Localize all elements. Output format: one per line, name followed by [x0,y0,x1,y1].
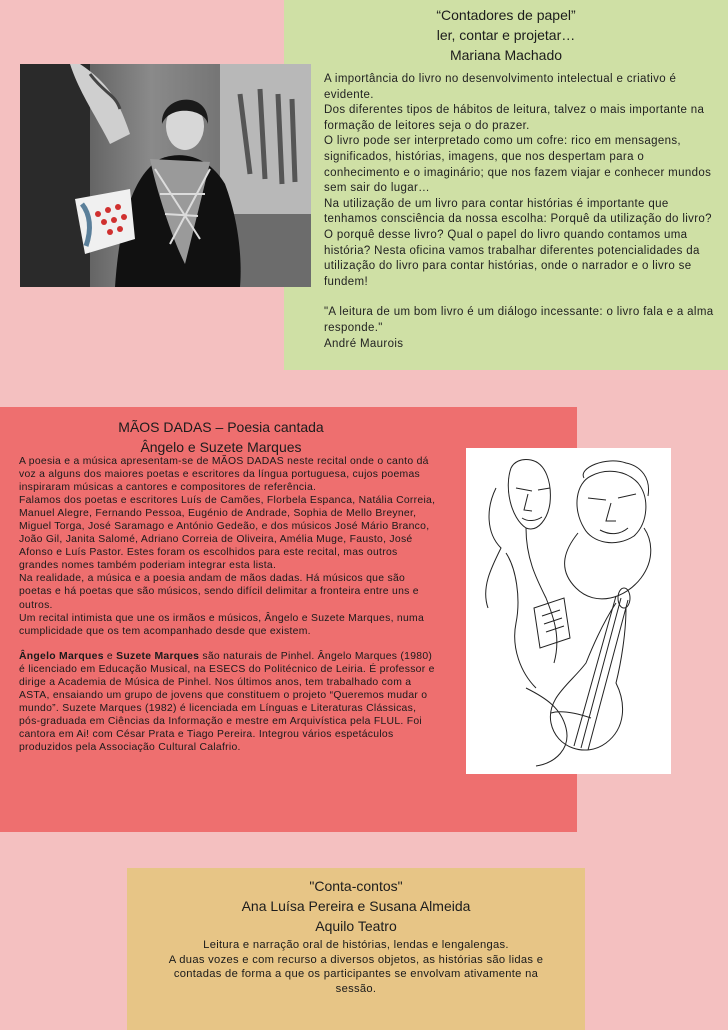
paragraph: Dos diferentes tipos de hábitos de leitura, talvez o mais importante na formação de leitores seja o do prazer. [324,104,705,132]
bio-name: Suzete Marques [116,650,200,662]
storyteller-photo-icon [20,64,311,287]
title-line: “Contadores de papel” [436,7,576,23]
line-drawing-musicians [466,448,671,774]
section-body [324,72,722,352]
quote: "A leitura de um bom livro é um diálogo incessante: o livro fala e a alma responde." [324,306,714,334]
bio-text: são naturais de Pinhel. Ângelo Marques (1980) é licenciado em Educação Musical, na ESECS do Politécnico de Leiria. É professor e dirige a Academia de Música de Pinhel. Nos últimos anos, tem trabalhado com a ASTA, ensaiando um grupo de jovens que constituem o projeto “Queremos mudar o mundo”. Suzete Marques (1982) é licenciada em Línguas e Literaturas Clássicas, pós-graduada em Ciências da Informação e mestre em Arquivística pela FLUL. Foi cantora em Ai! com César Prata e Tiago Pereira. Integrou vários espetáculos produzidos pela Associação Cultural Calafrio. [19,650,435,753]
title-line: Ângelo e Suzete Marques [140,439,302,455]
title-line: Aquilo Teatro [315,918,397,934]
paragraph: A poesia e a música apresentam-se de MÃOS DADAS neste recital onde o canto dá voz a alguns dos maiores poetas e escritores da língua portuguesa, cujos poemas inspiraram músicas a cantores e compositores de referência. [19,456,429,494]
title-line: ler, contar e projetar… [436,27,576,43]
section-title [127,876,585,936]
section-body [157,938,555,997]
paragraph: Na utilização de um livro para contar histórias é importante que tenhamos consciência da nossa escolha: Porquê da utilização do livro? O porquê desse livro? Qual o papel do livro quando contamos uma história? Nesta oficina vamos trabalhar diferentes potencialidades da utilização do livro para contar histórias, onde o narrador e o livro se fundem! [324,197,712,288]
section-body [19,455,439,754]
title-line: Mariana Machado [449,47,563,63]
bio-paragraph [19,650,439,754]
quote-author: André Maurois [324,337,404,350]
paragraph: A duas vozes e com recurso a diversos objetos, as histórias são lidas e contadas de forma a que os participantes se envolvam ativamente na sessão. [168,953,544,996]
section-title [0,417,442,457]
storyteller-photo [20,64,311,287]
section-title [284,5,728,65]
title-line: Ana Luísa Pereira e Susana Almeida [241,898,471,914]
line-drawing-musicians-icon [466,448,671,774]
bio-connector: e [103,650,117,662]
title-line: MÃOS DADAS – Poesia cantada [118,419,324,435]
paragraph: Leitura e narração oral de histórias, lendas e lengalengas. [203,939,509,951]
paragraph: Na realidade, a música e a poesia andam de mãos dadas. Há músicos que são poetas e há poetas que são músicos, sendo difícil delimitar a fronteira entre uns e outros. [19,573,419,611]
paragraph: O livro pode ser interpretado como um cofre: rico em mensagens, significados, histórias, imagens, que nos despertam para o conhecimento e o imaginário; que nos fazem viajar e conhecer mundos sem sair do lugar… [324,135,712,195]
section-contadores-de-papel [284,0,728,370]
paragraph: Um recital intimista que une os irmãos e músicos, Ângelo e Suzete Marques, numa cumplicidade que os tem acompanhado desde que existem. [19,612,425,637]
paragraph: Falamos dos poetas e escritores Luís de Camões, Florbela Espanca, Natália Correia, Manuel Alegre, Fernando Pessoa, Eugénio de Andrade, Sophia de Mello Breyner, Miguel Torga, José Saramago e António Gedeão, e dos músicos José Mário Branco, João Gil, Janita Salomé, Adriano Correia de Oliveira, Amélia Muge, Fausto, José Afonso e Luís Pastor. Estes foram os escolhidos para este recital, mas outros grandes nomes também poderiam integrar esta lista. [19,495,436,572]
paragraph: A importância do livro no desenvolvimento intelectual e criativo é evidente. [324,73,677,101]
bio-name: Ângelo Marques [19,650,104,662]
title-line: "Conta-contos" [309,878,403,894]
section-conta-contos [127,868,585,1030]
